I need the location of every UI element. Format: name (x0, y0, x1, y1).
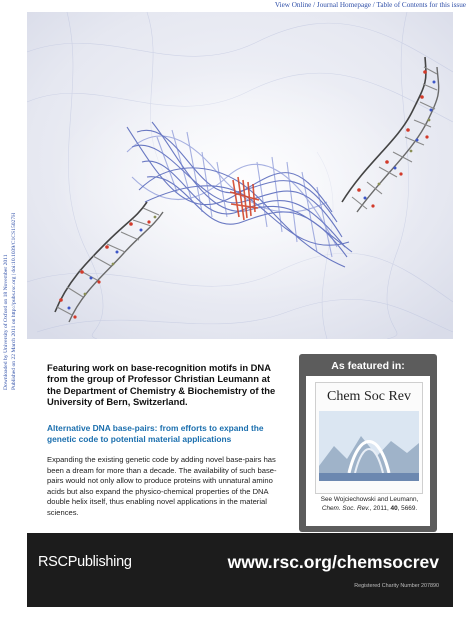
publisher-logo: RSCPublishing (38, 554, 132, 570)
charity-number: Registered Charity Number 207890 (354, 583, 439, 589)
feature-heading: Featuring work on base-recognition motifs in DNA from the group of Professor Christian Leumann at the Department of Chemistry & Biochemistry of the University of Bern, Switzerland. (47, 362, 276, 408)
journal-url[interactable]: www.rsc.org/chemsocrev (227, 552, 439, 572)
thumbnail-artwork (319, 411, 419, 481)
as-featured-in-heading: As featured in: (331, 360, 405, 372)
download-info-sidebar (3, 212, 19, 390)
publication-info-line: Published on 22 March 2011 on http://pubs.rsc.org | doi:10.1039/C1CS15027H (11, 212, 17, 390)
top-links (275, 0, 466, 10)
link-separator: / (311, 1, 317, 9)
cover-footer (27, 533, 453, 607)
journal-cover-thumbnail (315, 382, 423, 494)
featured-inner-panel (306, 376, 430, 526)
citation-year: , 2011, (369, 504, 391, 512)
citation-volume: 40 (390, 504, 398, 512)
article-title: Alternative DNA base-pairs: from efforts to expand the genetic code to potential material applications (47, 423, 264, 444)
feature-description: Expanding the existing genetic code by adding novel base-pairs has been a dream for more than a decade. The availability of such base-pairs would not only allow to produce proteins with unnatural amino acids but also expand the physico-chemical properties of the DNA double helix itself, thus enabling novel applications in the material sciences. (47, 455, 277, 517)
citation-text (312, 496, 427, 514)
table-of-contents-link[interactable]: Table of Contents for this issue (376, 1, 466, 9)
link-separator: / (371, 1, 377, 9)
feature-section (27, 339, 453, 533)
citation-journal: Chem. Soc. Rev. (321, 504, 370, 512)
top-link-bar (0, 0, 474, 10)
dna-artwork (27, 12, 453, 339)
journal-title: Chem Soc Rev (327, 389, 411, 404)
download-info-line: Downloaded by University of Oxford on 18 November 2011 (3, 254, 9, 390)
as-featured-in-box (299, 354, 437, 532)
citation-authors: See Wojciechowski and Leumann, (320, 496, 419, 503)
view-online-link[interactable]: View Online (274, 1, 312, 9)
journal-homepage-link[interactable]: Journal Homepage (316, 1, 371, 9)
citation-pages: , 5669. (397, 504, 418, 512)
journal-cover (27, 12, 453, 607)
